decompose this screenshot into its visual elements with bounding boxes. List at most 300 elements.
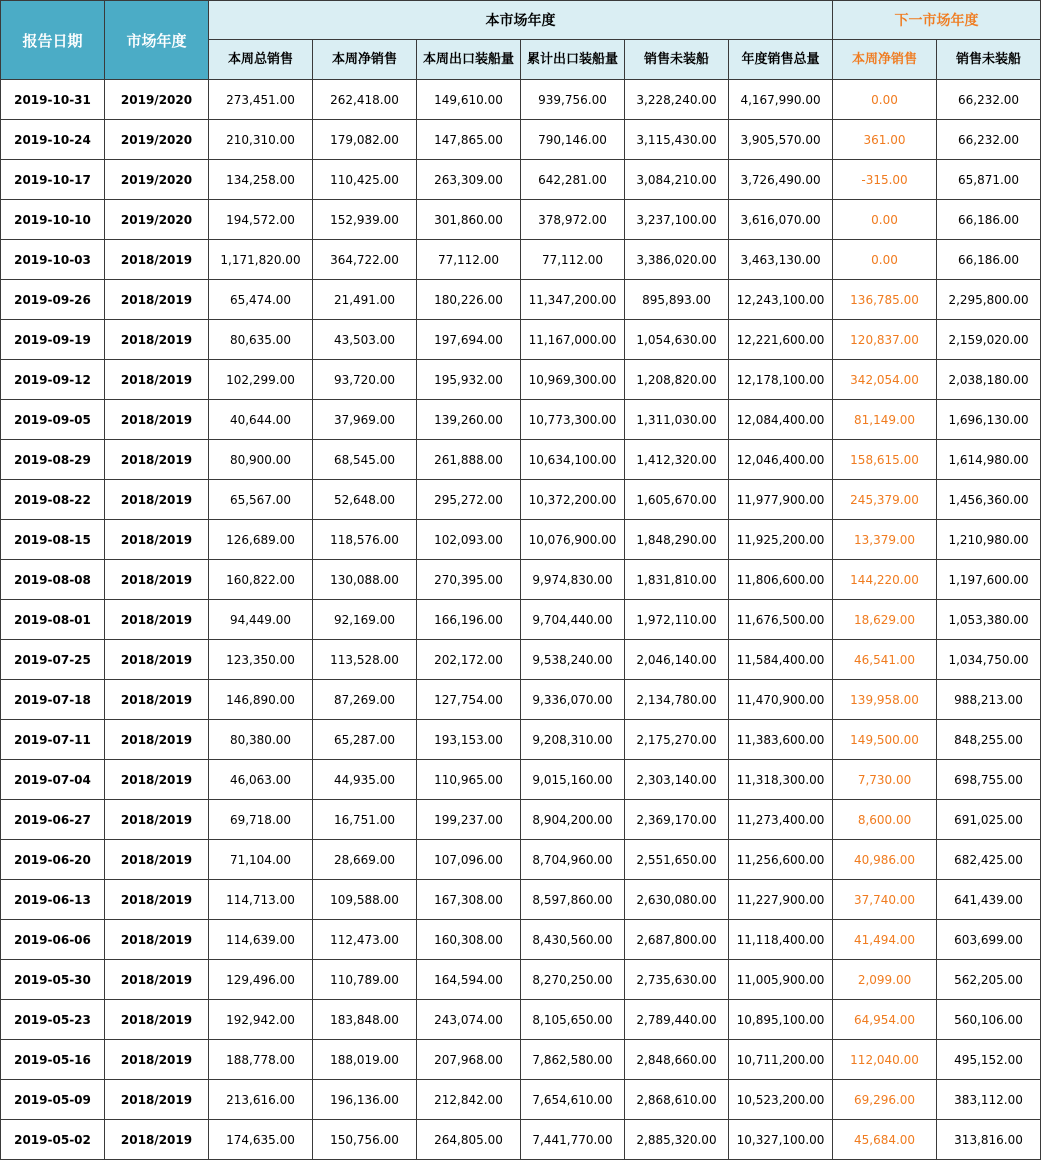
- header-weekly-export-shipments: 本周出口装船量: [417, 40, 521, 80]
- cell-next-weekly-net-sales: 0.00: [833, 200, 937, 240]
- cell-report-date: 2019-06-20: [1, 840, 105, 880]
- cell-weekly-export-shipments: 264,805.00: [417, 1120, 521, 1160]
- cell-next-outstanding-sales: 641,439.00: [937, 880, 1041, 920]
- cell-weekly-export-shipments: 295,272.00: [417, 480, 521, 520]
- cell-market-year: 2018/2019: [105, 600, 209, 640]
- cell-next-outstanding-sales: 1,614,980.00: [937, 440, 1041, 480]
- cell-outstanding-sales: 3,228,240.00: [625, 80, 729, 120]
- cell-weekly-net-sales: 196,136.00: [313, 1080, 417, 1120]
- cell-weekly-net-sales: 16,751.00: [313, 800, 417, 840]
- cell-weekly-net-sales: 21,491.00: [313, 280, 417, 320]
- cell-market-year: 2019/2020: [105, 200, 209, 240]
- cell-weekly-net-sales: 37,969.00: [313, 400, 417, 440]
- cell-outstanding-sales: 1,054,630.00: [625, 320, 729, 360]
- cell-next-weekly-net-sales: 112,040.00: [833, 1040, 937, 1080]
- cell-cumulative-export-shipments: 642,281.00: [521, 160, 625, 200]
- table-row: [1, 1040, 1041, 1080]
- cell-annual-total-sales: 11,977,900.00: [729, 480, 833, 520]
- cell-weekly-export-shipments: 195,932.00: [417, 360, 521, 400]
- cell-cumulative-export-shipments: 10,969,300.00: [521, 360, 625, 400]
- cell-next-outstanding-sales: 65,871.00: [937, 160, 1041, 200]
- cell-report-date: 2019-09-12: [1, 360, 105, 400]
- cell-cumulative-export-shipments: 9,208,310.00: [521, 720, 625, 760]
- cell-report-date: 2019-08-08: [1, 560, 105, 600]
- cell-outstanding-sales: 3,386,020.00: [625, 240, 729, 280]
- table-row: [1, 80, 1041, 120]
- table-row: [1, 560, 1041, 600]
- cell-report-date: 2019-05-09: [1, 1080, 105, 1120]
- cell-next-weekly-net-sales: 245,379.00: [833, 480, 937, 520]
- cell-next-outstanding-sales: 848,255.00: [937, 720, 1041, 760]
- cell-outstanding-sales: 2,848,660.00: [625, 1040, 729, 1080]
- table-row: [1, 680, 1041, 720]
- cell-next-weekly-net-sales: 149,500.00: [833, 720, 937, 760]
- cell-weekly-export-shipments: 147,865.00: [417, 120, 521, 160]
- cell-next-outstanding-sales: 562,205.00: [937, 960, 1041, 1000]
- cell-next-outstanding-sales: 383,112.00: [937, 1080, 1041, 1120]
- cell-market-year: 2018/2019: [105, 440, 209, 480]
- cell-next-outstanding-sales: 682,425.00: [937, 840, 1041, 880]
- table-row: [1, 800, 1041, 840]
- cell-market-year: 2018/2019: [105, 840, 209, 880]
- cell-weekly-total-sales: 129,496.00: [209, 960, 313, 1000]
- cell-cumulative-export-shipments: 9,538,240.00: [521, 640, 625, 680]
- cell-next-outstanding-sales: 2,038,180.00: [937, 360, 1041, 400]
- cell-market-year: 2018/2019: [105, 480, 209, 520]
- table-row: [1, 160, 1041, 200]
- cell-annual-total-sales: 11,584,400.00: [729, 640, 833, 680]
- cell-next-outstanding-sales: 603,699.00: [937, 920, 1041, 960]
- cell-weekly-total-sales: 194,572.00: [209, 200, 313, 240]
- cell-next-weekly-net-sales: 120,837.00: [833, 320, 937, 360]
- cell-next-outstanding-sales: 313,816.00: [937, 1120, 1041, 1160]
- cell-report-date: 2019-05-02: [1, 1120, 105, 1160]
- cell-weekly-export-shipments: 107,096.00: [417, 840, 521, 880]
- cell-report-date: 2019-10-10: [1, 200, 105, 240]
- cell-next-weekly-net-sales: 158,615.00: [833, 440, 937, 480]
- cell-market-year: 2019/2020: [105, 120, 209, 160]
- cell-outstanding-sales: 2,175,270.00: [625, 720, 729, 760]
- table-row: [1, 240, 1041, 280]
- cell-weekly-total-sales: 65,474.00: [209, 280, 313, 320]
- cell-market-year: 2018/2019: [105, 960, 209, 1000]
- cell-next-weekly-net-sales: 18,629.00: [833, 600, 937, 640]
- cell-report-date: 2019-06-06: [1, 920, 105, 960]
- cell-weekly-total-sales: 174,635.00: [209, 1120, 313, 1160]
- cell-annual-total-sales: 11,806,600.00: [729, 560, 833, 600]
- cell-report-date: 2019-07-18: [1, 680, 105, 720]
- table-row: [1, 960, 1041, 1000]
- cell-weekly-net-sales: 87,269.00: [313, 680, 417, 720]
- cell-next-outstanding-sales: 66,232.00: [937, 80, 1041, 120]
- table-row: [1, 520, 1041, 560]
- cell-weekly-total-sales: 46,063.00: [209, 760, 313, 800]
- cell-next-weekly-net-sales: 7,730.00: [833, 760, 937, 800]
- cell-annual-total-sales: 3,463,130.00: [729, 240, 833, 280]
- cell-weekly-total-sales: 71,104.00: [209, 840, 313, 880]
- cell-weekly-net-sales: 183,848.00: [313, 1000, 417, 1040]
- cell-weekly-total-sales: 80,380.00: [209, 720, 313, 760]
- cell-weekly-export-shipments: 180,226.00: [417, 280, 521, 320]
- header-next-outstanding-sales: 销售未装船: [937, 40, 1041, 80]
- cell-market-year: 2018/2019: [105, 1080, 209, 1120]
- header-next-weekly-net-sales: 本周净销售: [833, 40, 937, 80]
- cell-outstanding-sales: 2,134,780.00: [625, 680, 729, 720]
- cell-weekly-export-shipments: 164,594.00: [417, 960, 521, 1000]
- cell-weekly-total-sales: 1,171,820.00: [209, 240, 313, 280]
- cell-annual-total-sales: 3,616,070.00: [729, 200, 833, 240]
- cell-weekly-net-sales: 68,545.00: [313, 440, 417, 480]
- cell-next-outstanding-sales: 495,152.00: [937, 1040, 1041, 1080]
- cell-cumulative-export-shipments: 10,076,900.00: [521, 520, 625, 560]
- table-row: [1, 840, 1041, 880]
- cell-weekly-net-sales: 364,722.00: [313, 240, 417, 280]
- cell-cumulative-export-shipments: 8,270,250.00: [521, 960, 625, 1000]
- table-row: [1, 880, 1041, 920]
- cell-annual-total-sales: 12,178,100.00: [729, 360, 833, 400]
- cell-cumulative-export-shipments: 8,105,650.00: [521, 1000, 625, 1040]
- cell-weekly-export-shipments: 261,888.00: [417, 440, 521, 480]
- table-row: [1, 1120, 1041, 1160]
- cell-report-date: 2019-05-23: [1, 1000, 105, 1040]
- cell-outstanding-sales: 1,311,030.00: [625, 400, 729, 440]
- cell-market-year: 2018/2019: [105, 560, 209, 600]
- cell-weekly-total-sales: 94,449.00: [209, 600, 313, 640]
- header-outstanding-sales: 销售未装船: [625, 40, 729, 80]
- cell-market-year: 2018/2019: [105, 680, 209, 720]
- cell-next-outstanding-sales: 1,053,380.00: [937, 600, 1041, 640]
- cell-next-outstanding-sales: 2,159,020.00: [937, 320, 1041, 360]
- cell-next-weekly-net-sales: 144,220.00: [833, 560, 937, 600]
- cell-annual-total-sales: 11,383,600.00: [729, 720, 833, 760]
- header-next-market-year: 下一市场年度: [833, 1, 1041, 40]
- cell-next-weekly-net-sales: 45,684.00: [833, 1120, 937, 1160]
- cell-weekly-net-sales: 65,287.00: [313, 720, 417, 760]
- cell-cumulative-export-shipments: 7,654,610.00: [521, 1080, 625, 1120]
- table-row: [1, 1000, 1041, 1040]
- cell-weekly-net-sales: 43,503.00: [313, 320, 417, 360]
- cell-cumulative-export-shipments: 7,441,770.00: [521, 1120, 625, 1160]
- cell-weekly-net-sales: 109,588.00: [313, 880, 417, 920]
- cell-cumulative-export-shipments: 10,372,200.00: [521, 480, 625, 520]
- table-row: [1, 440, 1041, 480]
- cell-report-date: 2019-08-01: [1, 600, 105, 640]
- cell-market-year: 2018/2019: [105, 640, 209, 680]
- cell-cumulative-export-shipments: 8,597,860.00: [521, 880, 625, 920]
- cell-annual-total-sales: 12,243,100.00: [729, 280, 833, 320]
- cell-weekly-export-shipments: 127,754.00: [417, 680, 521, 720]
- cell-weekly-net-sales: 110,425.00: [313, 160, 417, 200]
- cell-weekly-net-sales: 93,720.00: [313, 360, 417, 400]
- cell-annual-total-sales: 12,046,400.00: [729, 440, 833, 480]
- cell-cumulative-export-shipments: 790,146.00: [521, 120, 625, 160]
- cell-cumulative-export-shipments: 9,704,440.00: [521, 600, 625, 640]
- cell-next-weekly-net-sales: -315.00: [833, 160, 937, 200]
- cell-weekly-total-sales: 65,567.00: [209, 480, 313, 520]
- table-row: [1, 600, 1041, 640]
- cell-next-weekly-net-sales: 0.00: [833, 240, 937, 280]
- cell-outstanding-sales: 1,831,810.00: [625, 560, 729, 600]
- cell-next-weekly-net-sales: 0.00: [833, 80, 937, 120]
- cell-market-year: 2018/2019: [105, 720, 209, 760]
- cell-cumulative-export-shipments: 8,904,200.00: [521, 800, 625, 840]
- cell-next-weekly-net-sales: 139,958.00: [833, 680, 937, 720]
- cell-report-date: 2019-10-03: [1, 240, 105, 280]
- cell-next-weekly-net-sales: 64,954.00: [833, 1000, 937, 1040]
- table-row: [1, 640, 1041, 680]
- cell-weekly-net-sales: 130,088.00: [313, 560, 417, 600]
- cell-report-date: 2019-09-05: [1, 400, 105, 440]
- cell-market-year: 2018/2019: [105, 520, 209, 560]
- cell-report-date: 2019-06-13: [1, 880, 105, 920]
- cell-weekly-export-shipments: 160,308.00: [417, 920, 521, 960]
- table-row: [1, 320, 1041, 360]
- cell-weekly-total-sales: 102,299.00: [209, 360, 313, 400]
- cell-next-outstanding-sales: 1,034,750.00: [937, 640, 1041, 680]
- cell-annual-total-sales: 10,895,100.00: [729, 1000, 833, 1040]
- cell-outstanding-sales: 1,848,290.00: [625, 520, 729, 560]
- cell-weekly-total-sales: 210,310.00: [209, 120, 313, 160]
- cell-weekly-total-sales: 123,350.00: [209, 640, 313, 680]
- cell-cumulative-export-shipments: 378,972.00: [521, 200, 625, 240]
- table-row: [1, 280, 1041, 320]
- cell-annual-total-sales: 11,470,900.00: [729, 680, 833, 720]
- cell-market-year: 2018/2019: [105, 800, 209, 840]
- cell-report-date: 2019-08-22: [1, 480, 105, 520]
- cell-weekly-net-sales: 112,473.00: [313, 920, 417, 960]
- cell-report-date: 2019-06-27: [1, 800, 105, 840]
- cell-report-date: 2019-09-26: [1, 280, 105, 320]
- cell-outstanding-sales: 2,303,140.00: [625, 760, 729, 800]
- cell-report-date: 2019-05-30: [1, 960, 105, 1000]
- cell-weekly-total-sales: 80,900.00: [209, 440, 313, 480]
- cell-cumulative-export-shipments: 10,634,100.00: [521, 440, 625, 480]
- cell-cumulative-export-shipments: 11,347,200.00: [521, 280, 625, 320]
- cell-weekly-export-shipments: 149,610.00: [417, 80, 521, 120]
- cell-next-outstanding-sales: 2,295,800.00: [937, 280, 1041, 320]
- cell-weekly-total-sales: 134,258.00: [209, 160, 313, 200]
- cell-weekly-export-shipments: 270,395.00: [417, 560, 521, 600]
- cell-cumulative-export-shipments: 77,112.00: [521, 240, 625, 280]
- cell-outstanding-sales: 3,237,100.00: [625, 200, 729, 240]
- cell-weekly-total-sales: 188,778.00: [209, 1040, 313, 1080]
- cell-weekly-export-shipments: 110,965.00: [417, 760, 521, 800]
- table-body: [1, 80, 1041, 1160]
- cell-weekly-export-shipments: 212,842.00: [417, 1080, 521, 1120]
- cell-weekly-net-sales: 113,528.00: [313, 640, 417, 680]
- cell-report-date: 2019-07-11: [1, 720, 105, 760]
- cell-cumulative-export-shipments: 8,704,960.00: [521, 840, 625, 880]
- cell-report-date: 2019-05-16: [1, 1040, 105, 1080]
- cell-cumulative-export-shipments: 8,430,560.00: [521, 920, 625, 960]
- cell-weekly-total-sales: 213,616.00: [209, 1080, 313, 1120]
- cell-next-weekly-net-sales: 41,494.00: [833, 920, 937, 960]
- cell-weekly-total-sales: 273,451.00: [209, 80, 313, 120]
- cell-report-date: 2019-10-24: [1, 120, 105, 160]
- cell-report-date: 2019-07-25: [1, 640, 105, 680]
- header-weekly-total-sales: 本周总销售: [209, 40, 313, 80]
- cell-weekly-export-shipments: 197,694.00: [417, 320, 521, 360]
- cell-weekly-export-shipments: 199,237.00: [417, 800, 521, 840]
- cell-outstanding-sales: 2,369,170.00: [625, 800, 729, 840]
- cell-weekly-export-shipments: 243,074.00: [417, 1000, 521, 1040]
- cell-annual-total-sales: 11,676,500.00: [729, 600, 833, 640]
- cell-cumulative-export-shipments: 9,336,070.00: [521, 680, 625, 720]
- cell-weekly-export-shipments: 102,093.00: [417, 520, 521, 560]
- cell-next-outstanding-sales: 698,755.00: [937, 760, 1041, 800]
- table-row: [1, 720, 1041, 760]
- cell-annual-total-sales: 3,905,570.00: [729, 120, 833, 160]
- cell-outstanding-sales: 2,630,080.00: [625, 880, 729, 920]
- cell-market-year: 2018/2019: [105, 1000, 209, 1040]
- cell-market-year: 2018/2019: [105, 1120, 209, 1160]
- cell-cumulative-export-shipments: 10,773,300.00: [521, 400, 625, 440]
- cell-weekly-export-shipments: 139,260.00: [417, 400, 521, 440]
- cell-outstanding-sales: 895,893.00: [625, 280, 729, 320]
- cell-weekly-total-sales: 69,718.00: [209, 800, 313, 840]
- cell-report-date: 2019-09-19: [1, 320, 105, 360]
- cell-market-year: 2018/2019: [105, 920, 209, 960]
- cell-outstanding-sales: 1,208,820.00: [625, 360, 729, 400]
- table-row: [1, 1080, 1041, 1120]
- table-row: [1, 480, 1041, 520]
- cell-next-outstanding-sales: 1,197,600.00: [937, 560, 1041, 600]
- header-annual-total-sales: 年度销售总量: [729, 40, 833, 80]
- cell-outstanding-sales: 2,551,650.00: [625, 840, 729, 880]
- cell-report-date: 2019-07-04: [1, 760, 105, 800]
- cell-market-year: 2018/2019: [105, 400, 209, 440]
- cell-next-weekly-net-sales: 81,149.00: [833, 400, 937, 440]
- cell-next-outstanding-sales: 66,232.00: [937, 120, 1041, 160]
- cell-weekly-export-shipments: 207,968.00: [417, 1040, 521, 1080]
- cell-annual-total-sales: 11,273,400.00: [729, 800, 833, 840]
- cell-next-outstanding-sales: 1,696,130.00: [937, 400, 1041, 440]
- cell-annual-total-sales: 10,711,200.00: [729, 1040, 833, 1080]
- cell-annual-total-sales: 12,221,600.00: [729, 320, 833, 360]
- cell-outstanding-sales: 3,115,430.00: [625, 120, 729, 160]
- header-report-date: 报告日期: [1, 1, 105, 80]
- cell-outstanding-sales: 2,885,320.00: [625, 1120, 729, 1160]
- cell-annual-total-sales: 11,256,600.00: [729, 840, 833, 880]
- table-row: [1, 200, 1041, 240]
- cell-weekly-export-shipments: 263,309.00: [417, 160, 521, 200]
- cell-weekly-net-sales: 92,169.00: [313, 600, 417, 640]
- cell-next-weekly-net-sales: 361.00: [833, 120, 937, 160]
- cell-weekly-total-sales: 160,822.00: [209, 560, 313, 600]
- cell-outstanding-sales: 2,735,630.00: [625, 960, 729, 1000]
- cell-market-year: 2018/2019: [105, 880, 209, 920]
- table-row: [1, 400, 1041, 440]
- cell-annual-total-sales: 11,227,900.00: [729, 880, 833, 920]
- cell-next-weekly-net-sales: 69,296.00: [833, 1080, 937, 1120]
- cell-market-year: 2019/2020: [105, 160, 209, 200]
- cell-weekly-export-shipments: 167,308.00: [417, 880, 521, 920]
- cell-outstanding-sales: 2,789,440.00: [625, 1000, 729, 1040]
- cell-next-outstanding-sales: 560,106.00: [937, 1000, 1041, 1040]
- cell-weekly-net-sales: 179,082.00: [313, 120, 417, 160]
- header-market-year: 市场年度: [105, 1, 209, 80]
- cell-annual-total-sales: 10,327,100.00: [729, 1120, 833, 1160]
- cell-annual-total-sales: 10,523,200.00: [729, 1080, 833, 1120]
- cell-annual-total-sales: 11,118,400.00: [729, 920, 833, 960]
- cell-next-weekly-net-sales: 13,379.00: [833, 520, 937, 560]
- cell-market-year: 2019/2020: [105, 80, 209, 120]
- cell-annual-total-sales: 12,084,400.00: [729, 400, 833, 440]
- cell-weekly-net-sales: 110,789.00: [313, 960, 417, 1000]
- cell-weekly-export-shipments: 202,172.00: [417, 640, 521, 680]
- cell-weekly-total-sales: 146,890.00: [209, 680, 313, 720]
- cell-next-weekly-net-sales: 136,785.00: [833, 280, 937, 320]
- cell-weekly-net-sales: 118,576.00: [313, 520, 417, 560]
- cell-annual-total-sales: 11,005,900.00: [729, 960, 833, 1000]
- cell-annual-total-sales: 4,167,990.00: [729, 80, 833, 120]
- cell-market-year: 2018/2019: [105, 240, 209, 280]
- table-row: [1, 920, 1041, 960]
- cell-cumulative-export-shipments: 11,167,000.00: [521, 320, 625, 360]
- cell-report-date: 2019-08-15: [1, 520, 105, 560]
- table-row: [1, 120, 1041, 160]
- cell-weekly-total-sales: 114,639.00: [209, 920, 313, 960]
- table-header: [1, 1, 1041, 80]
- cell-outstanding-sales: 1,412,320.00: [625, 440, 729, 480]
- cell-weekly-total-sales: 114,713.00: [209, 880, 313, 920]
- cell-report-date: 2019-08-29: [1, 440, 105, 480]
- cell-annual-total-sales: 11,925,200.00: [729, 520, 833, 560]
- cell-outstanding-sales: 2,046,140.00: [625, 640, 729, 680]
- cell-annual-total-sales: 11,318,300.00: [729, 760, 833, 800]
- cell-next-outstanding-sales: 988,213.00: [937, 680, 1041, 720]
- cell-next-outstanding-sales: 691,025.00: [937, 800, 1041, 840]
- cell-report-date: 2019-10-31: [1, 80, 105, 120]
- cell-next-weekly-net-sales: 40,986.00: [833, 840, 937, 880]
- cell-market-year: 2018/2019: [105, 280, 209, 320]
- cell-weekly-export-shipments: 193,153.00: [417, 720, 521, 760]
- cell-weekly-net-sales: 188,019.00: [313, 1040, 417, 1080]
- cell-weekly-total-sales: 40,644.00: [209, 400, 313, 440]
- cell-cumulative-export-shipments: 7,862,580.00: [521, 1040, 625, 1080]
- cell-weekly-net-sales: 28,669.00: [313, 840, 417, 880]
- cell-next-weekly-net-sales: 342,054.00: [833, 360, 937, 400]
- cell-outstanding-sales: 2,868,610.00: [625, 1080, 729, 1120]
- cell-next-outstanding-sales: 66,186.00: [937, 240, 1041, 280]
- cell-weekly-total-sales: 192,942.00: [209, 1000, 313, 1040]
- cell-cumulative-export-shipments: 9,974,830.00: [521, 560, 625, 600]
- cell-annual-total-sales: 3,726,490.00: [729, 160, 833, 200]
- cell-weekly-total-sales: 126,689.00: [209, 520, 313, 560]
- cell-next-weekly-net-sales: 37,740.00: [833, 880, 937, 920]
- cell-next-outstanding-sales: 1,210,980.00: [937, 520, 1041, 560]
- cell-market-year: 2018/2019: [105, 760, 209, 800]
- cell-weekly-export-shipments: 301,860.00: [417, 200, 521, 240]
- cell-outstanding-sales: 3,084,210.00: [625, 160, 729, 200]
- cell-market-year: 2018/2019: [105, 320, 209, 360]
- cell-weekly-export-shipments: 166,196.00: [417, 600, 521, 640]
- cell-next-outstanding-sales: 1,456,360.00: [937, 480, 1041, 520]
- cell-weekly-net-sales: 150,756.00: [313, 1120, 417, 1160]
- cell-weekly-total-sales: 80,635.00: [209, 320, 313, 360]
- cell-next-weekly-net-sales: 2,099.00: [833, 960, 937, 1000]
- cell-weekly-net-sales: 152,939.00: [313, 200, 417, 240]
- cell-cumulative-export-shipments: 939,756.00: [521, 80, 625, 120]
- cell-weekly-export-shipments: 77,112.00: [417, 240, 521, 280]
- cell-weekly-net-sales: 52,648.00: [313, 480, 417, 520]
- cell-next-outstanding-sales: 66,186.00: [937, 200, 1041, 240]
- cell-outstanding-sales: 2,687,800.00: [625, 920, 729, 960]
- cell-market-year: 2018/2019: [105, 360, 209, 400]
- cell-report-date: 2019-10-17: [1, 160, 105, 200]
- cell-market-year: 2018/2019: [105, 1040, 209, 1080]
- cell-weekly-net-sales: 262,418.00: [313, 80, 417, 120]
